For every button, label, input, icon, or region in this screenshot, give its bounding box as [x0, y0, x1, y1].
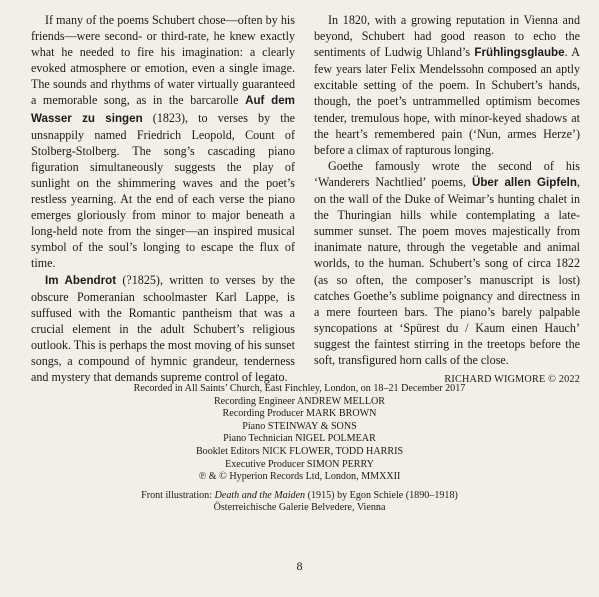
front-illustration-suffix: (1915) by Egon Schiele (1890–1918) — [305, 489, 458, 501]
right-column — [314, 12, 580, 388]
page-number: 8 — [296, 559, 303, 573]
song-title: Auf dem Wasser zu singen — [31, 94, 295, 125]
paragraph-text: . A few years later Felix Mendelssohn composed an aptly excitable setting of the poem. In Schubert’s hands, though, the poet’s untrammelled optimism becomes tender, tremulous hope, with minor-keyed shadows at the heart’s remembered pain (‘Nun, armes Herze’) before a climax of rapturous longing. — [314, 45, 580, 157]
credit-piano: Piano STEINWAY & SONS — [242, 420, 357, 432]
artwork-title: Death and the Maiden — [214, 489, 306, 501]
front-illustration-prefix: Front illustration: — [141, 489, 215, 501]
song-title: Über allen Gipfeln — [471, 175, 577, 189]
song-title: Frühlingsglaube — [474, 46, 565, 60]
paragraph-uber-allen-gipfeln — [314, 158, 580, 368]
credit-copyright: ℗ & © Hyperion Records Ltd, London, MMXXII — [198, 471, 401, 483]
paragraph-auf-dem-wasser — [31, 12, 295, 272]
paragraph-text: , on the wall of the Duke of Weimar’s hunting chalet in the Thuringian hills while contemplating a late-summer sunset. The poem moves majestically from inanimate nature, through the vegetable and animal worlds, to the human. Schubert’s song of circa 1822 (as so often, the composer’s manuscript is lost) catches Goethe’s sublime poignancy and directness in a mere fourteen bars. The piano’s barely palpable syncopations at ‘Spürest du / Kaum einen Hauch’ suggest the faintest stirring in the treetops before the soft, transfigured horn calls of the close. — [314, 174, 580, 367]
paragraph-text: If many of the poems Schubert chose—often by his friends—were second- or third-rate, he knew exactly what he needed to fire his imagination: a clearly evoked atmosphere or emotion, even a single image. The sounds and rhythms of water virtually guaranteed a memorable song, as in the barcarolle — [31, 13, 295, 108]
credit-gallery: Österreichische Galerie Belvedere, Vienna — [213, 502, 386, 514]
paragraph-text: (?1825), written to verses by the obscure Pomeranian schoolmaster Karl Lappe, is suffused with the Romantic pantheism that was a crucial element in the adult Schubert’s religious outlook. This is perhaps the most moving of his sunset songs, a compound of hymnic grandeur, tenderness and mystery that demands supreme control of legato. — [31, 272, 295, 385]
credit-front-illustration — [0, 490, 599, 503]
credit-editors: Booklet Editors NICK FLOWER, TODD HARRIS — [195, 445, 404, 457]
credit-exec: Executive Producer SIMON PERRY — [225, 458, 374, 470]
left-column — [31, 12, 295, 385]
author-signature: RICHARD WIGMORE © 2022 — [444, 374, 580, 386]
credit-technician: Piano Technician NIGEL POLMEAR — [223, 433, 376, 445]
credits-block — [0, 383, 599, 515]
paragraph-text: Goethe famously wrote the second of his ‘Wanderers Nachtlied’ poems, — [314, 158, 580, 189]
paragraph-im-abendrot — [31, 272, 295, 386]
credit-producer: Recording Producer MARK BROWN — [222, 408, 377, 420]
paragraph-text: In 1820, with a growing reputation in Vienna and beyond, Schubert had good reason to echo the sentiments of Ludwig Uhland’s — [314, 13, 580, 60]
paragraph-text: (1823), to verses by the unsnappily named Friedrich Leopold, Count of Stolberg-Stolberg. The song’s cascading piano figuration simultaneously suggests the play of sunlight on the shimmering waves and the poet’s restless yearning. At the end of each verse the piano emerges gloriously from minor to major beneath a long-held note from the singer—an inspired musical symbol of the soul’s longing to escape the flux of time. — [31, 110, 296, 271]
credit-recorded: Recorded in All Saints’ Church, East Finchley, London, on 18–21 December 2017 — [133, 383, 466, 394]
credit-engineer: Recording Engineer ANDREW MELLOR — [213, 395, 386, 407]
paragraph-fruhlingsglaube — [314, 12, 580, 158]
song-title: Im Abendrot — [45, 273, 117, 287]
